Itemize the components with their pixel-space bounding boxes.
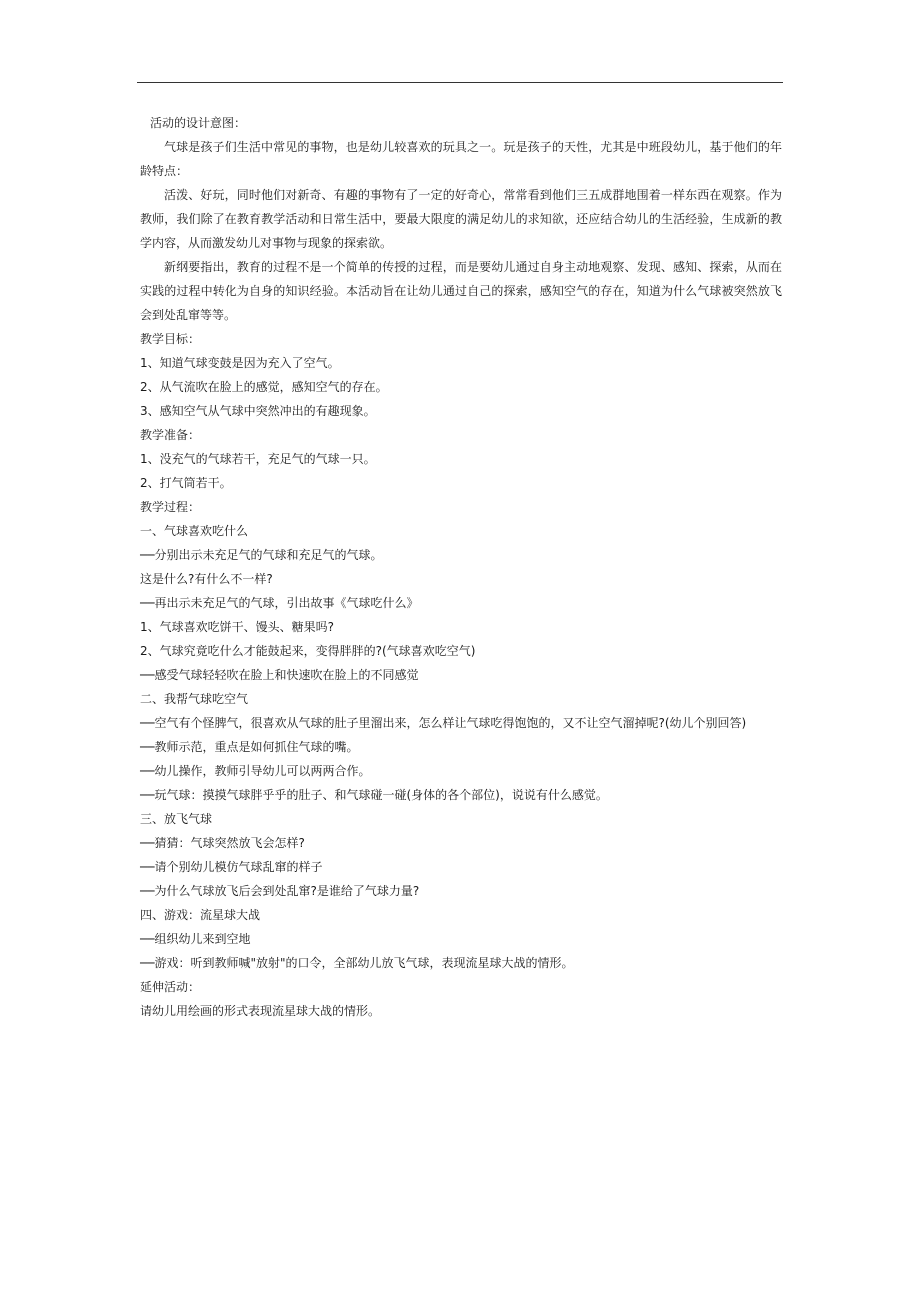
prep-item: 2、打气筒若干。 (140, 476, 232, 490)
extension-text: 请幼儿用绘画的形式表现流星球大战的情形。 (140, 1004, 381, 1018)
design-intent-heading: 活动的设计意图： (150, 116, 247, 130)
process-step: ──为什么气球放飞后会到处乱窜?是谁给了气球力量? (140, 884, 420, 898)
process-section-title: 四、游戏：流星球大战 (140, 908, 261, 922)
process-step: ──教师示范，重点是如何抓住气球的嘴。 (140, 740, 359, 754)
process-step: ──幼儿操作，教师引导幼儿可以两两合作。 (140, 764, 371, 778)
goal-item: 3、感知空气从气球中突然冲出的有趣现象。 (140, 404, 376, 418)
document-body (140, 111, 782, 1023)
process-step: ──再出示未充足气的气球，引出故事《气球吃什么》 (140, 596, 419, 610)
process-section-title: 二、我帮气球吃空气 (140, 692, 249, 706)
prep-item: 1、没充气的气球若干，充足气的气球一只。 (140, 452, 376, 466)
process-step: ──游戏：听到教师喊"放射"的口令，全部幼儿放飞气球，表现流星球大战的情形。 (140, 956, 574, 970)
extension-heading: 延伸活动： (140, 980, 201, 994)
process-step: ──空气有个怪脾气，很喜欢从气球的肚子里溜出来，怎么样让气球吃得饱饱的，又不让空气溜掉呢?(幼儿个别回答) (140, 716, 747, 730)
process-section-title: 三、放飞气球 (140, 812, 213, 826)
intent-paragraph-1: 气球是孩子们生活中常见的事物，也是幼儿较喜欢的玩具之一。玩是孩子的天性，尤其是中班段幼儿，基于他们的年龄特点： (140, 140, 782, 178)
process-step: ──玩气球：摸摸气球胖乎乎的肚子、和气球碰一碰(身体的各个部位)，说说有什么感觉。 (140, 788, 608, 802)
process-step: ──组织幼儿来到空地 (140, 932, 251, 946)
process-step: ──请个别幼儿模仿气球乱窜的样子 (140, 860, 323, 874)
process-heading: 教学过程： (140, 500, 201, 514)
process-step: ──感受气球轻轻吹在脸上和快速吹在脸上的不同感觉 (140, 668, 419, 682)
process-section-title: 一、气球喜欢吃什么 (140, 524, 249, 538)
prep-heading: 教学准备： (140, 428, 201, 442)
goals-heading: 教学目标： (140, 332, 201, 346)
process-step: 这是什么?有什么不一样? (140, 572, 273, 586)
goal-item: 1、知道气球变鼓是因为充入了空气。 (140, 356, 340, 370)
intent-paragraph-2: 活泼、好玩，同时他们对新奇、有趣的事物有了一定的好奇心，常常看到他们三五成群地围着一样东西在观察。作为教师，我们除了在教育教学活动和日常生活中，要最大限度的满足幼儿的求知欲，还应结合幼儿的生活经验，生成新的教学内容，从而激发幼儿对事物与现象的探索欲。 (140, 188, 782, 250)
intent-paragraph-3: 新纲要指出，教育的过程不是一个简单的传授的过程，而是要幼儿通过自身主动地观察、发现、感知、探索，从而在实践的过程中转化为自身的知识经验。本活动旨在让幼儿通过自己的探索，感知空气的存在，知道为什么气球被突然放飞会到处乱窜等等。 (140, 260, 782, 322)
process-step: 1、气球喜欢吃饼干、馒头、糖果吗? (140, 620, 335, 634)
header-rule (137, 82, 783, 83)
process-step: 2、气球究竟吃什么才能鼓起来，变得胖胖的?(气球喜欢吃空气) (140, 644, 476, 658)
goal-item: 2、从气流吹在脸上的感觉，感知空气的存在。 (140, 380, 388, 394)
process-step: ──猜猜：气球突然放飞会怎样? (140, 836, 305, 850)
process-step: ──分别出示未充足气的气球和充足气的气球。 (140, 548, 383, 562)
